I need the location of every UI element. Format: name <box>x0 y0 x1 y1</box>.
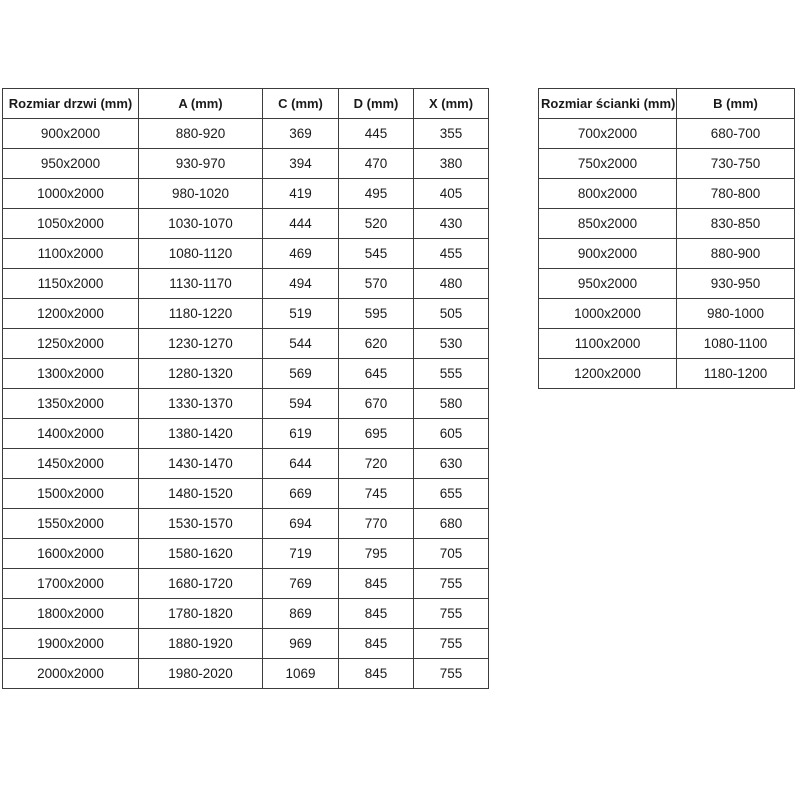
table-cell: 969 <box>263 629 339 659</box>
table-cell: 1430-1470 <box>139 449 263 479</box>
table-row <box>3 269 489 299</box>
table-cell: 755 <box>414 659 489 689</box>
table-cell: 880-920 <box>139 119 263 149</box>
table-row <box>539 329 795 359</box>
table-cell: 680-700 <box>677 119 795 149</box>
door-size-table-header-row <box>3 89 489 119</box>
table-cell: 570 <box>339 269 414 299</box>
table-cell: 950x2000 <box>539 269 677 299</box>
table-row <box>539 239 795 269</box>
table-cell: 719 <box>263 539 339 569</box>
table-cell: 795 <box>339 539 414 569</box>
table-cell: 644 <box>263 449 339 479</box>
table-cell: 980-1000 <box>677 299 795 329</box>
table-row <box>539 299 795 329</box>
table-cell: 595 <box>339 299 414 329</box>
table-row <box>3 359 489 389</box>
table-row <box>3 239 489 269</box>
column-header: X (mm) <box>414 89 489 119</box>
table-cell: 1180-1220 <box>139 299 263 329</box>
table-cell: 580 <box>414 389 489 419</box>
table-cell: 695 <box>339 419 414 449</box>
table-cell: 369 <box>263 119 339 149</box>
column-header: C (mm) <box>263 89 339 119</box>
column-header: B (mm) <box>677 89 795 119</box>
table-cell: 1780-1820 <box>139 599 263 629</box>
table-cell: 380 <box>414 149 489 179</box>
table-cell: 1600x2000 <box>3 539 139 569</box>
table-cell: 1230-1270 <box>139 329 263 359</box>
table-cell: 1130-1170 <box>139 269 263 299</box>
table-cell: 594 <box>263 389 339 419</box>
table-cell: 1680-1720 <box>139 569 263 599</box>
table-row <box>3 569 489 599</box>
table-cell: 880-900 <box>677 239 795 269</box>
table-cell: 745 <box>339 479 414 509</box>
table-cell: 1700x2000 <box>3 569 139 599</box>
table-cell: 495 <box>339 179 414 209</box>
table-cell: 869 <box>263 599 339 629</box>
table-cell: 619 <box>263 419 339 449</box>
table-cell: 900x2000 <box>539 239 677 269</box>
table-cell: 519 <box>263 299 339 329</box>
table-row <box>3 209 489 239</box>
table-row <box>3 449 489 479</box>
table-cell: 1450x2000 <box>3 449 139 479</box>
table-cell: 1080-1100 <box>677 329 795 359</box>
table-cell: 470 <box>339 149 414 179</box>
table-cell: 900x2000 <box>3 119 139 149</box>
table-cell: 1100x2000 <box>3 239 139 269</box>
table-cell: 1280-1320 <box>139 359 263 389</box>
table-cell: 544 <box>263 329 339 359</box>
table-cell: 455 <box>414 239 489 269</box>
table-cell: 930-970 <box>139 149 263 179</box>
table-cell: 1150x2000 <box>3 269 139 299</box>
table-row <box>3 119 489 149</box>
table-row <box>3 659 489 689</box>
table-cell: 1530-1570 <box>139 509 263 539</box>
table-cell: 569 <box>263 359 339 389</box>
table-row <box>539 179 795 209</box>
table-row <box>539 209 795 239</box>
table-cell: 1180-1200 <box>677 359 795 389</box>
table-row <box>3 599 489 629</box>
table-row <box>3 329 489 359</box>
table-cell: 755 <box>414 569 489 599</box>
table-row <box>3 509 489 539</box>
table-cell: 1330-1370 <box>139 389 263 419</box>
table-cell: 520 <box>339 209 414 239</box>
table-cell: 630 <box>414 449 489 479</box>
table-cell: 469 <box>263 239 339 269</box>
table-cell: 1900x2000 <box>3 629 139 659</box>
table-cell: 1100x2000 <box>539 329 677 359</box>
table-cell: 670 <box>339 389 414 419</box>
column-header: Rozmiar drzwi (mm) <box>3 89 139 119</box>
table-cell: 750x2000 <box>539 149 677 179</box>
table-row <box>539 359 795 389</box>
table-cell: 655 <box>414 479 489 509</box>
table-cell: 1080-1120 <box>139 239 263 269</box>
table-cell: 1400x2000 <box>3 419 139 449</box>
table-cell: 1000x2000 <box>3 179 139 209</box>
table-cell: 505 <box>414 299 489 329</box>
table-cell: 1200x2000 <box>539 359 677 389</box>
table-cell: 680 <box>414 509 489 539</box>
table-cell: 1200x2000 <box>3 299 139 329</box>
table-cell: 1480-1520 <box>139 479 263 509</box>
table-cell: 480 <box>414 269 489 299</box>
door-size-table <box>2 88 489 689</box>
table-cell: 1000x2000 <box>539 299 677 329</box>
table-cell: 419 <box>263 179 339 209</box>
table-cell: 845 <box>339 569 414 599</box>
table-cell: 545 <box>339 239 414 269</box>
table-cell: 845 <box>339 599 414 629</box>
table-cell: 930-950 <box>677 269 795 299</box>
table-row <box>539 269 795 299</box>
table-cell: 730-750 <box>677 149 795 179</box>
table-row <box>3 179 489 209</box>
table-cell: 769 <box>263 569 339 599</box>
table-cell: 430 <box>414 209 489 239</box>
table-row <box>3 299 489 329</box>
table-row <box>3 419 489 449</box>
table-row <box>539 149 795 179</box>
table-cell: 755 <box>414 599 489 629</box>
table-cell: 1069 <box>263 659 339 689</box>
table-cell: 2000x2000 <box>3 659 139 689</box>
table-cell: 980-1020 <box>139 179 263 209</box>
table-cell: 530 <box>414 329 489 359</box>
table-row <box>3 539 489 569</box>
table-cell: 1380-1420 <box>139 419 263 449</box>
table-cell: 669 <box>263 479 339 509</box>
table-cell: 605 <box>414 419 489 449</box>
table-cell: 620 <box>339 329 414 359</box>
table-cell: 405 <box>414 179 489 209</box>
table-cell: 1050x2000 <box>3 209 139 239</box>
wall-size-table-header-row <box>539 89 795 119</box>
table-cell: 845 <box>339 659 414 689</box>
table-cell: 694 <box>263 509 339 539</box>
table-cell: 800x2000 <box>539 179 677 209</box>
table-row <box>3 479 489 509</box>
table-cell: 1800x2000 <box>3 599 139 629</box>
table-cell: 770 <box>339 509 414 539</box>
column-header: D (mm) <box>339 89 414 119</box>
table-cell: 1250x2000 <box>3 329 139 359</box>
table-cell: 444 <box>263 209 339 239</box>
table-cell: 845 <box>339 629 414 659</box>
column-header: A (mm) <box>139 89 263 119</box>
table-cell: 700x2000 <box>539 119 677 149</box>
table-cell: 1880-1920 <box>139 629 263 659</box>
table-cell: 355 <box>414 119 489 149</box>
table-cell: 1030-1070 <box>139 209 263 239</box>
table-cell: 950x2000 <box>3 149 139 179</box>
table-cell: 394 <box>263 149 339 179</box>
table-cell: 720 <box>339 449 414 479</box>
table-row <box>3 389 489 419</box>
table-row <box>3 149 489 179</box>
table-cell: 830-850 <box>677 209 795 239</box>
table-cell: 850x2000 <box>539 209 677 239</box>
table-cell: 1980-2020 <box>139 659 263 689</box>
table-cell: 1550x2000 <box>3 509 139 539</box>
table-row <box>539 119 795 149</box>
table-cell: 755 <box>414 629 489 659</box>
wall-size-table <box>538 88 795 389</box>
table-cell: 705 <box>414 539 489 569</box>
column-header: Rozmiar ścianki (mm) <box>539 89 677 119</box>
table-row <box>3 629 489 659</box>
table-cell: 645 <box>339 359 414 389</box>
table-cell: 555 <box>414 359 489 389</box>
table-cell: 1300x2000 <box>3 359 139 389</box>
table-cell: 1580-1620 <box>139 539 263 569</box>
table-cell: 445 <box>339 119 414 149</box>
table-cell: 494 <box>263 269 339 299</box>
table-cell: 780-800 <box>677 179 795 209</box>
table-cell: 1500x2000 <box>3 479 139 509</box>
table-cell: 1350x2000 <box>3 389 139 419</box>
